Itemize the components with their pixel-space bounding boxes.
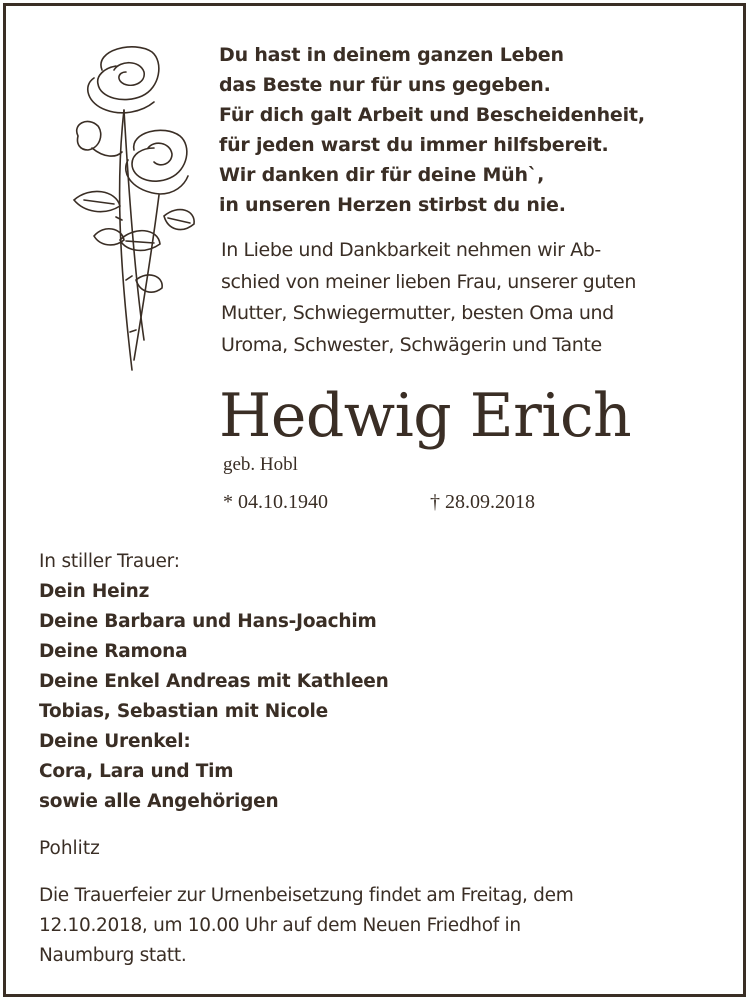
- deceased-name: Hedwig Erich: [219, 381, 632, 451]
- service-line: Die Trauerfeier zur Urnenbeisetzung findet am Freitag, dem: [39, 885, 574, 906]
- mourner-name: Cora, Lara und Tim: [39, 761, 234, 782]
- mourner-name: sowie alle Angehörigen: [39, 791, 279, 812]
- service-line: 12.10.2018, um 10.00 Uhr auf dem Neuen Friedhof in: [39, 915, 521, 936]
- poem-line: Wir danken dir für deine Müh`,: [219, 164, 545, 186]
- mourner-name: Tobias, Sebastian mit Nicole: [39, 701, 328, 722]
- life-dates: [223, 491, 703, 521]
- intro-line: schied von meiner lieben Frau, unserer guten: [221, 270, 636, 293]
- intro-line: In Liebe und Dankbarkeit nehmen wir Ab-: [221, 239, 601, 261]
- birth-name: geb. Hobl: [223, 454, 298, 475]
- mourner-name: Dein Heinz: [39, 581, 150, 602]
- mourner-name: Deine Ramona: [39, 641, 188, 662]
- poem-line: Du hast in deinem ganzen Leben: [219, 44, 564, 66]
- mourners-lead: In stiller Trauer:: [39, 551, 180, 572]
- intro-line: Mutter, Schwiegermutter, besten Oma und: [221, 302, 614, 324]
- service-line: Naumburg statt.: [39, 945, 187, 966]
- farewell-intro: [221, 235, 721, 361]
- birth-date: * 04.10.1940: [223, 491, 328, 513]
- memorial-poem: [219, 40, 719, 220]
- poem-line: das Beste nur für uns gegeben.: [219, 74, 551, 96]
- poem-line: Für dich galt Arbeit und Bescheidenheit,: [219, 104, 645, 126]
- mourner-name: Deine Urenkel:: [39, 731, 191, 752]
- poem-line: in unseren Herzen stirbst du nie.: [219, 194, 566, 216]
- service-announcement: [39, 881, 739, 971]
- obituary-frame: [3, 3, 746, 997]
- mourner-name: Deine Barbara und Hans-Joachim: [39, 611, 377, 632]
- mourners-list: [39, 547, 729, 817]
- intro-line: Uroma, Schwester, Schwägerin und Tante: [221, 333, 602, 356]
- death-date: † 28.09.2018: [430, 491, 535, 513]
- mourner-name: Deine Enkel Andreas mit Kathleen: [39, 671, 389, 692]
- place-name: Pohlitz: [39, 838, 100, 859]
- poem-line: für jeden warst du immer hilfsbereit.: [219, 134, 609, 156]
- rose-icon: [64, 40, 204, 380]
